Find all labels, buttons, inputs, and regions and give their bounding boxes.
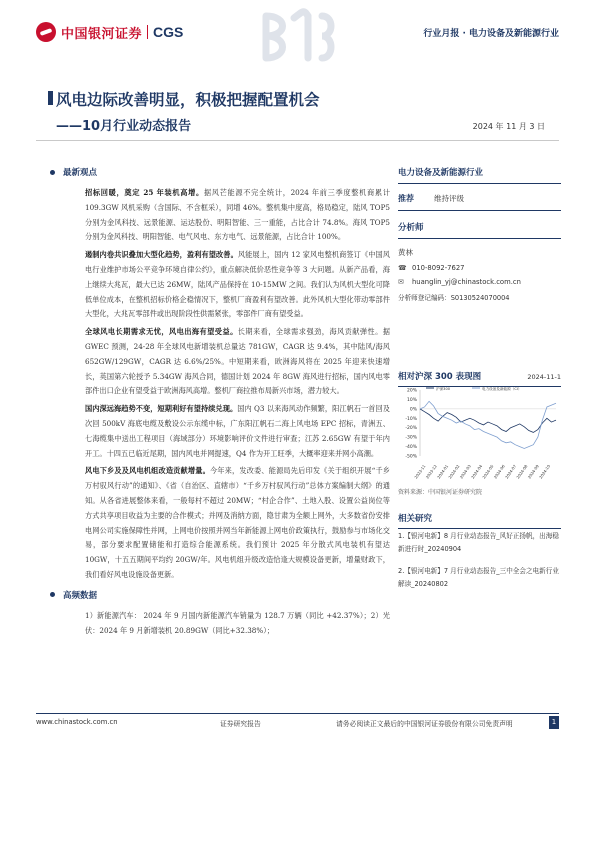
footer-divider <box>36 713 559 714</box>
page-footer <box>36 716 559 730</box>
x-tick-label: 2023-12 <box>424 463 438 480</box>
legend-label: 电力设备及新能源（CI） <box>482 387 522 391</box>
y-tick-label: -40% <box>405 445 417 451</box>
series-line <box>420 409 556 433</box>
paragraph-body: 国内 Q3 以来海风动作频繁，阳江帆石一首回及次回 500kV 海底电缆及敷设公示东缆中标，广东阳江帆石二海上风电场 EPC 招标，青洲五、七海缆集中送出工程项目（海域部分）环境影响评价文件进行审查；江苏 2.65GW 有望于年内开工。十四五已临近尾期，国内风电并网提速，Q4 作为开工旺季，大概率迎来并网小高潮。 <box>85 404 390 458</box>
y-tick-label: -10% <box>405 416 417 422</box>
company-logo <box>36 22 183 42</box>
report-title: 风电边际改善明显，积极把握配置机会 <box>56 91 320 109</box>
email-address[interactable]: huanglin_yj@chinastock.com.cn <box>412 278 521 286</box>
rating-row <box>398 193 561 211</box>
logo-cgs: CGS <box>153 24 184 40</box>
performance-date: 2024-11-1 <box>527 373 561 381</box>
sidebar <box>398 166 561 302</box>
x-tick-label: 2024-10 <box>537 463 552 480</box>
paragraph-lead: 国内深远海趋势不变，短期利好有望持续兑现。 <box>85 404 238 414</box>
paragraph-lead: 全球风电长期需求无忧，风电出海有望受益。 <box>85 327 238 337</box>
paragraph-body: 据风芒能源不完全统计，2024 年前三季度整机商累计 109.3GW 风机采购（含国际、不含框采），同增 46%。整机集中度高，格局稳定，陆风 TOP5 分别为金风科技、远景能源、运达股份、明阳智能、三一重能，占比合计 74.8%。海风 TOP5 分别为金风科技、明阳智能、电气风电、东方电气、远景能源，占比合计 100%。 <box>85 188 390 242</box>
paragraph-profit <box>85 248 390 322</box>
rating-value: 维持评级 <box>434 194 464 203</box>
logo-separator <box>147 25 148 39</box>
section-title: 最新观点 <box>63 168 98 178</box>
analyst-email[interactable] <box>398 278 561 286</box>
x-tick-label: 2024-06 <box>492 463 506 480</box>
paragraph-body: 风能展上，国内 12 家风电整机商签订《中国风电行业维护市场公平竞争环境自律公约》，重点解决低价恶性竞争等 3 大问题。从新产品看，海上继续大兆瓦，最大已达 26MW，陆风产品保持在 10-15MW 之间。我们认为风机大型化可降低单位成本，在整机招标价格企稳情况下，整机厂商盈利有望改善。此外风机大型化带动零部件大型化，大兆瓦零部件或出现阶段性供需紧张，零部件厂商有望受益。 <box>85 250 390 319</box>
paragraph-lead: 招标回暖，奠定 25 年装机高增。 <box>85 188 204 197</box>
series-line <box>420 401 556 448</box>
paragraph-lead: 风电下乡及及风电机组改造贡献增量。 <box>85 466 210 476</box>
x-tick-label: 2024-02 <box>447 463 461 480</box>
page-header <box>0 0 595 70</box>
x-tick-label: 2024-07 <box>503 463 518 480</box>
x-tick-label: 2024-03 <box>458 463 472 480</box>
paragraph-offshore <box>85 402 390 461</box>
section-core-views <box>50 166 390 178</box>
footer-disclaimer: 请务必阅读正文最后的中国银河证券股份有限公司免责声明 <box>336 720 513 728</box>
legend-label: 沪深300 <box>436 387 451 391</box>
x-tick-label: 2023-11 <box>413 463 427 480</box>
bullet-icon <box>50 170 55 175</box>
x-tick-label: 2024-09 <box>526 463 540 480</box>
x-tick-label: 2024-05 <box>481 463 495 480</box>
x-tick-label: 2024-01 <box>435 463 450 480</box>
y-tick-label: -30% <box>405 435 417 441</box>
analyst-phone <box>398 264 561 272</box>
section-hf-data <box>50 589 390 601</box>
y-tick-label: 10% <box>406 397 417 403</box>
main-content <box>50 166 390 641</box>
watermark-icon <box>258 8 340 66</box>
paragraph-global <box>85 325 390 399</box>
paragraph-body: 长期来看，全球需求强劲，海风贡献弹性。据 GWEC 预测，24-28 年全球风电新增装机总量达 781GW，CAGR 达 9.4%，其中陆风/海风 652GW/129GW，CAGR 达 6.6%/25%。中短期来看，欧洲海风将在 2025 年迎来快速增长，英国第六轮授予 5.34GW 海风合同，德国计划 2024 年 8GW 海风进行招标，国内风电零部件出口企业有望受益于欧洲海风高增。整机厂商拉推布局新兴市场，潜力较大。 <box>85 327 390 396</box>
rating-key: 推荐 <box>398 194 414 203</box>
bullet-icon <box>50 592 55 597</box>
paragraph-body: 今年来，发改委、能源局先后印发《关于组织开展“千乡万村驭风行动”的通知》、《省（自治区、直辖市）“千乡万村驭风行动”总体方案编制大纲》的通知。从各省进展整体来看，一般每村不超过 20MW；“村企合作”、土地入股、设置公益岗位等方式共享项目收益为主要的合作模式；并网及消纳方面，隐甘肃为全额上网外，大多数省份安排电网公司实施保障性并网，上网电价按照并网当年新能源上网电价政策执行，鼓励参与市场化交易，部分要求配置储能和打造综合能源系统。我们预计 2025 年分散式风电装机有望达 10GW，十五五期间平均约 20GW/年。风电机组升级改造恰逢大规模设备更新，增量财政下，我们看好风电设施设备更新。 <box>85 466 390 579</box>
phone-number: 010-8092-7627 <box>412 264 465 272</box>
x-tick-label: 2024-04 <box>469 463 484 480</box>
footer-site[interactable]: www.chinastock.com.cn <box>36 718 118 726</box>
report-date: 2024 年 11 月 3 日 <box>472 122 545 131</box>
report-type: 行业月报 · 电力设备及新能源行业 <box>423 29 559 39</box>
paragraph-hf-data: 1）新能源汽车： 2024 年 9 月国内新能源汽车销量为 128.7 万辆（同比 +42.37%）；2）光伏：2024 年 9 月新增装机 20.89GW（同比+32.38%）； <box>85 610 390 635</box>
performance-chart <box>398 384 561 482</box>
phone-icon: ☎ <box>398 264 407 272</box>
y-tick-label: 0% <box>409 407 417 413</box>
title-divider <box>36 140 559 141</box>
page-number: 1 <box>549 716 559 729</box>
related-list <box>398 530 561 600</box>
y-tick-label: -20% <box>405 426 417 432</box>
x-tick-label: 2024-08 <box>515 463 529 480</box>
paragraph-rural <box>85 464 390 582</box>
related-heading: 相关研究 <box>398 512 561 529</box>
paragraph-tender <box>85 186 390 245</box>
chart-source: 资料来源：中国银河证券研究院 <box>398 489 483 496</box>
related-item[interactable]: 1.【银河电新】8 月行业动态报告_风好正扬帆，出海稳新进行时_20240904 <box>398 532 559 553</box>
analyst-name: 黄林 <box>398 248 413 257</box>
email-icon: ✉ <box>398 278 404 286</box>
report-subtitle: ——10月行业动态报告 <box>56 119 192 134</box>
analyst-cert: 分析师登记编码：S0130524070004 <box>398 294 510 302</box>
footer-report-label: 证券研究报告 <box>220 720 261 728</box>
analyst-heading: 分析师 <box>398 221 561 239</box>
paragraph-lead: 遏制内卷共识叠加大型化趋势，盈利有望改善。 <box>85 250 238 260</box>
y-tick-label: 20% <box>406 388 417 394</box>
related-item[interactable]: 2.【银河电新】7 月行业动态报告_三中全会之电新行业解读_20240802 <box>398 567 559 588</box>
performance-title: 相对沪深 300 表现图 <box>398 372 482 382</box>
sidebar-industry: 电力设备及新能源行业 <box>398 166 561 184</box>
logo-text: 中国银河证券 <box>61 26 143 42</box>
title-accent-bar <box>48 91 53 105</box>
logo-mark-icon <box>36 22 56 42</box>
y-tick-label: -50% <box>405 454 417 460</box>
section-title: 高频数据 <box>63 590 98 601</box>
